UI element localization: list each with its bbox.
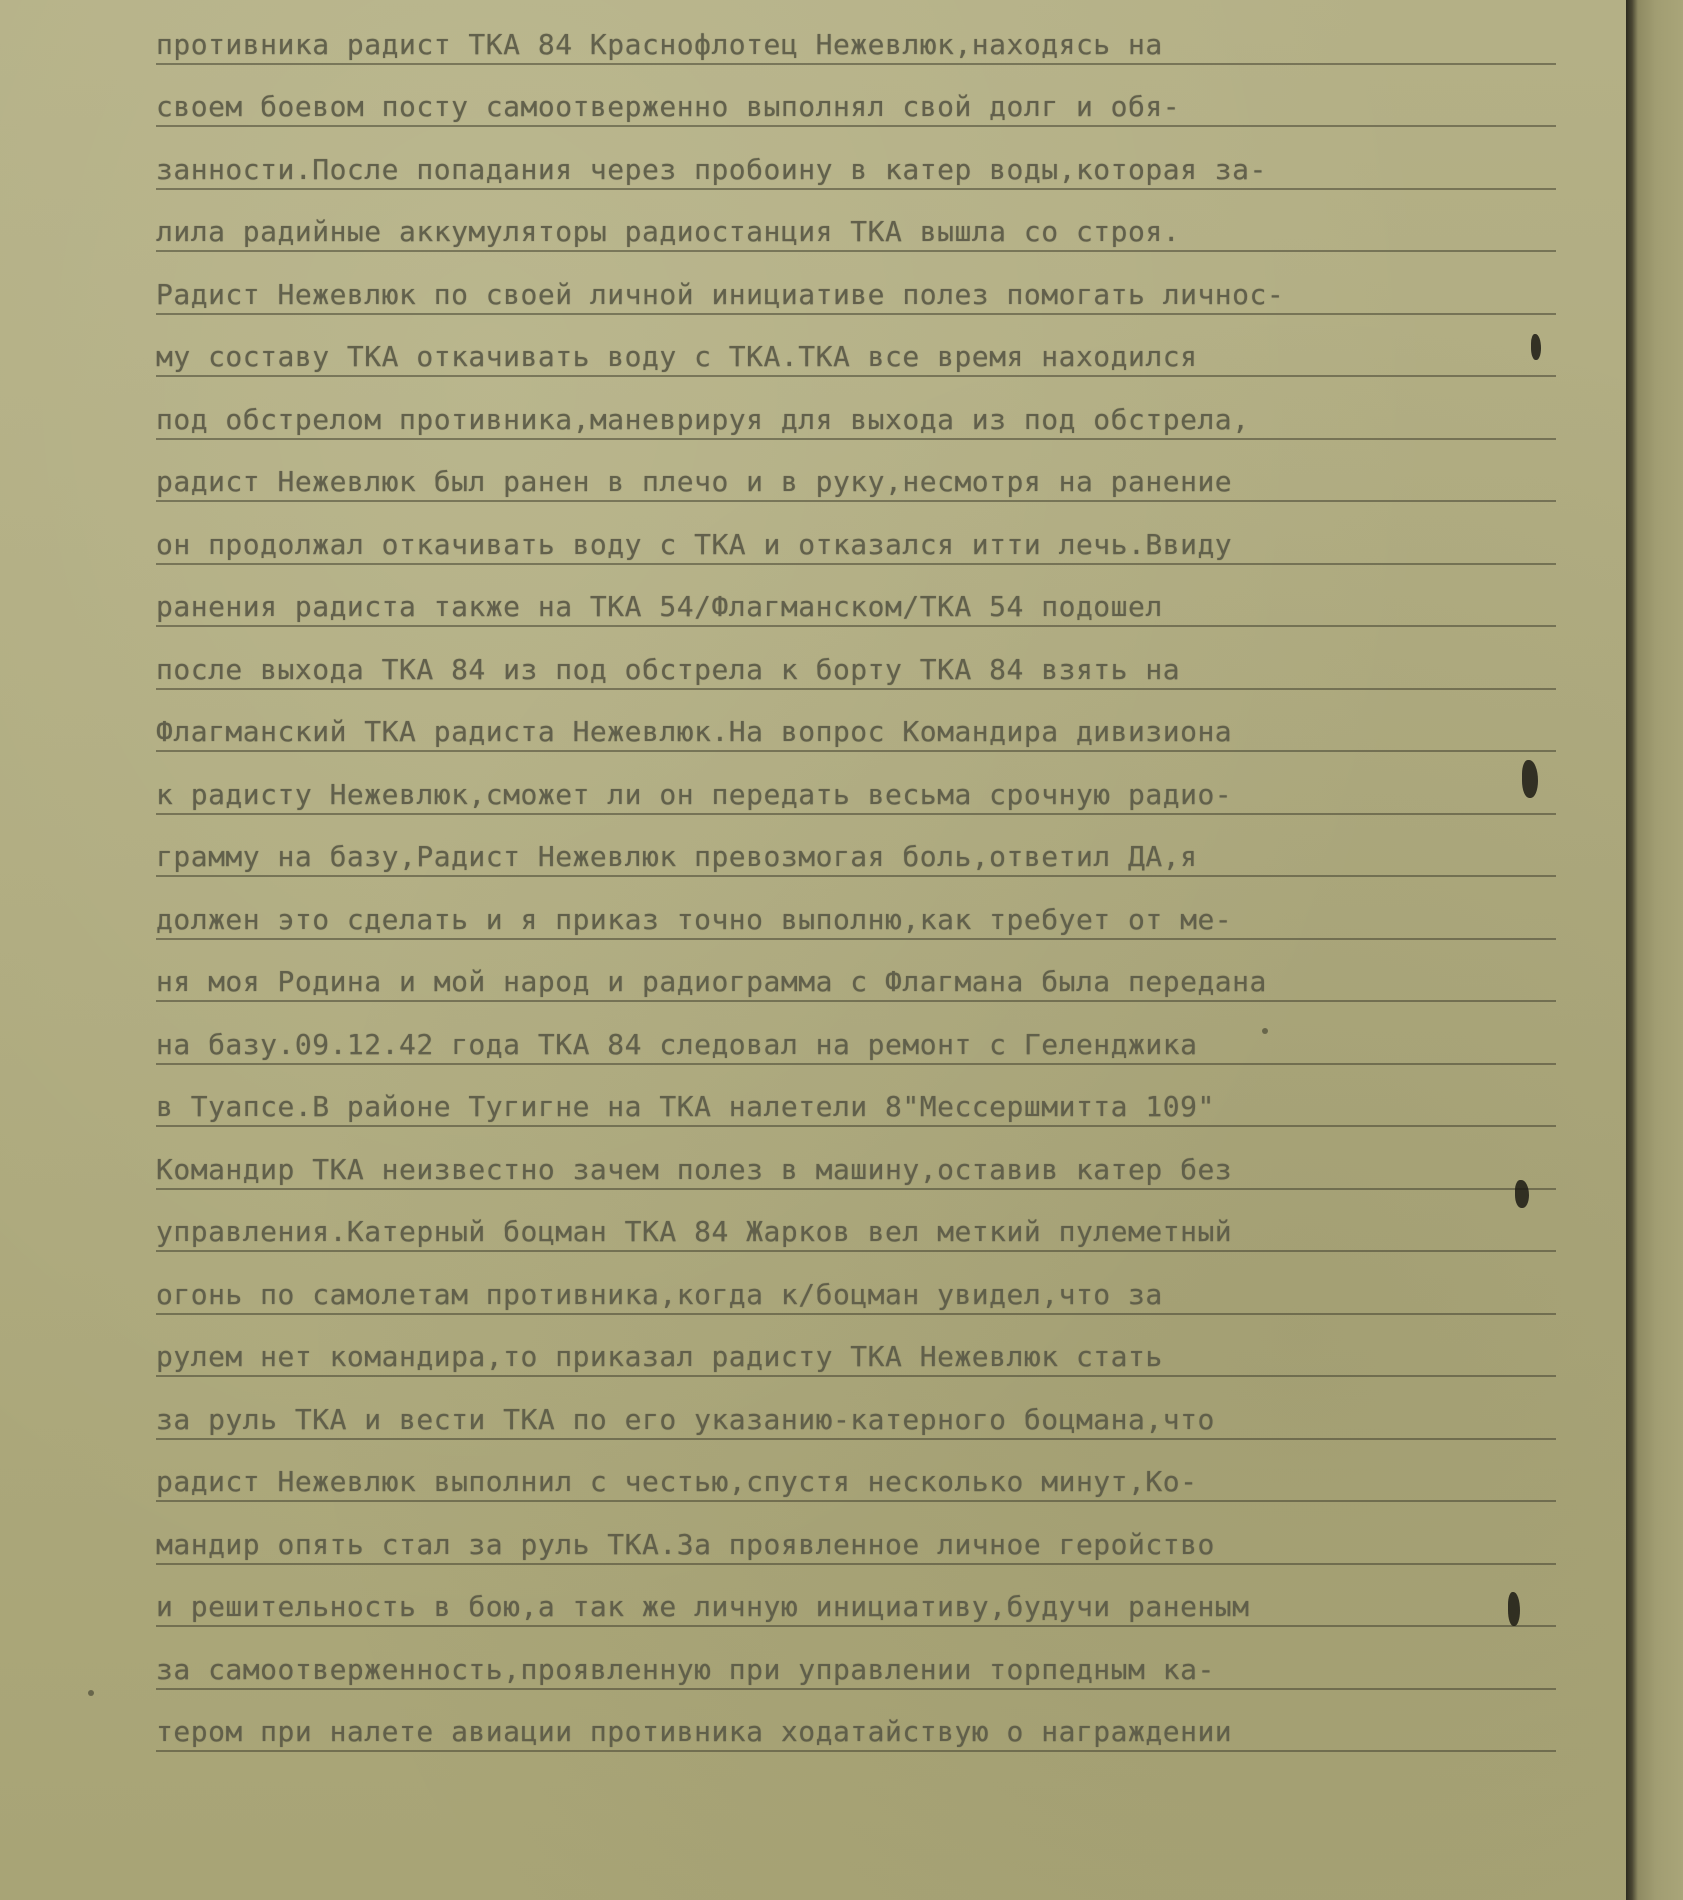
underline-rule [156,625,1556,627]
underline-rule [156,1750,1556,1752]
line-text: грамму на базу,Радист Нежевлюк превозмогая боль,ответил ДА,я [156,840,1198,873]
line-text: за руль ТКА и вести ТКА по его указанию-катерного боцмана,что [156,1402,1215,1436]
underline-rule [156,438,1556,440]
ink-blot-mark [1508,1592,1520,1626]
text-line [156,1196,1626,1259]
line-text: и решительность в бою,а так же личную инициативу,будучи раненым [156,1590,1250,1623]
text-line [156,1383,1626,1446]
text-line [156,883,1626,946]
typed-document-body [156,8,1626,1758]
line-text: ня моя Родина и мой народ и радиограмма с Флагмана была передана [156,965,1267,998]
underline-rule [156,125,1556,127]
underline-rule [156,1500,1556,1502]
text-line [156,1321,1626,1384]
line-text: после выхода ТКА 84 из под обстрела к борту ТКА 84 взять на [156,652,1181,686]
text-line [156,383,1626,446]
underline-rule [156,1688,1556,1690]
line-text: в Туапсе.В районе Тугигне на ТКА налетели 8"Мессершмитта 109" [156,1090,1215,1123]
underline-rule [156,1188,1556,1190]
underline-rule [156,1125,1556,1127]
ink-blot-mark [1522,760,1538,798]
line-text: му составу ТКА откачивать воду с ТКА.ТКА все время находился [156,340,1198,373]
text-line [156,71,1626,134]
text-line [156,1133,1626,1196]
line-text: своем боевом посту самоотверженно выполнял свой долг и обя- [156,90,1181,123]
text-line [156,1508,1626,1571]
text-line [156,1571,1626,1634]
text-line [156,321,1626,384]
underline-rule [156,375,1556,377]
underline-rule [156,875,1556,877]
line-text: рулем нет командира,то приказал радисту ТКА Нежевлюк стать [156,1340,1163,1373]
underline-rule [156,188,1556,190]
line-text: противника радист ТКА 84 Краснофлотец Нежевлюк,находясь на [156,27,1163,61]
line-text: Радист Нежевлюк по своей личной инициативе полез помогать личнос- [156,277,1285,311]
text-line [156,8,1626,71]
line-text: радист Нежевлюк был ранен в плечо и в руку,несмотря на ранение [156,465,1233,498]
line-text: за самоотверженность,проявленную при управлении торпедным ка- [156,1652,1215,1686]
underline-rule [156,313,1556,315]
text-line [156,1008,1626,1071]
text-line [156,1633,1626,1696]
line-text: радист Нежевлюк выполнил с честью,спустя несколько минут,Ко- [156,1465,1198,1498]
line-text: он продолжал откачивать воду с ТКА и отказался итти лечь.Ввиду [156,527,1233,561]
underline-rule [156,250,1556,252]
ink-blot-mark [1531,334,1541,360]
line-text: тером при налете авиации противника ходатайствую о награждении [156,1715,1233,1748]
underline-rule [156,750,1556,752]
underline-rule [156,1063,1556,1065]
line-text: ранения радиста также на ТКА 54/Флагманском/ТКА 54 подошел [156,590,1163,623]
underline-rule [156,1313,1556,1315]
text-line [156,571,1626,634]
underline-rule [156,1625,1556,1627]
text-line [156,1696,1626,1759]
text-line [156,508,1626,571]
margin-dot [88,1690,94,1696]
underline-rule [156,813,1556,815]
line-text: Флагманский ТКА радиста Нежевлюк.На вопрос Командира дивизиона [156,715,1233,748]
underline-rule [156,1250,1556,1252]
margin-dot [1262,1028,1268,1034]
line-text: мандир опять стал за руль ТКА.За проявленное личное геройство [156,1527,1215,1561]
line-text: на базу.09.12.42 года ТКА 84 следовал на ремонт с Геленджика [156,1027,1198,1061]
underline-rule [156,1438,1556,1440]
ink-blot-mark [1515,1180,1529,1208]
underline-rule [156,938,1556,940]
line-text: под обстрелом противника,маневрируя для выхода из под обстрела, [156,402,1250,436]
underline-rule [156,500,1556,502]
text-line [156,1071,1626,1134]
text-line [156,633,1626,696]
line-text: Командир ТКА неизвестно зачем полез в машину,оставив катер без [156,1152,1233,1186]
text-line [156,446,1626,509]
line-text: к радисту Нежевлюк,сможет ли он передать весьма срочную радио- [156,777,1233,811]
line-text: управления.Катерный боцман ТКА 84 Жарков вел меткий пулеметный [156,1215,1233,1248]
underline-rule [156,563,1556,565]
text-line [156,758,1626,821]
text-line [156,258,1626,321]
underline-rule [156,688,1556,690]
underline-rule [156,1563,1556,1565]
text-line [156,1446,1626,1509]
line-text: огонь по самолетам противника,когда к/боцман увидел,что за [156,1277,1163,1311]
page-binding-edge [1626,0,1683,1900]
line-text: лила радийные аккумуляторы радиостанция ТКА вышла со строя. [156,215,1181,248]
text-line [156,1258,1626,1321]
text-line [156,133,1626,196]
line-text: занности.После попадания через пробоину в катер воды,которая за- [156,152,1267,186]
text-line [156,821,1626,884]
line-text: должен это сделать и я приказ точно выполню,как требует от ме- [156,902,1233,936]
text-line [156,696,1626,759]
text-line [156,946,1626,1009]
underline-rule [156,1000,1556,1002]
underline-rule [156,63,1556,65]
text-line [156,196,1626,259]
underline-rule [156,1375,1556,1377]
